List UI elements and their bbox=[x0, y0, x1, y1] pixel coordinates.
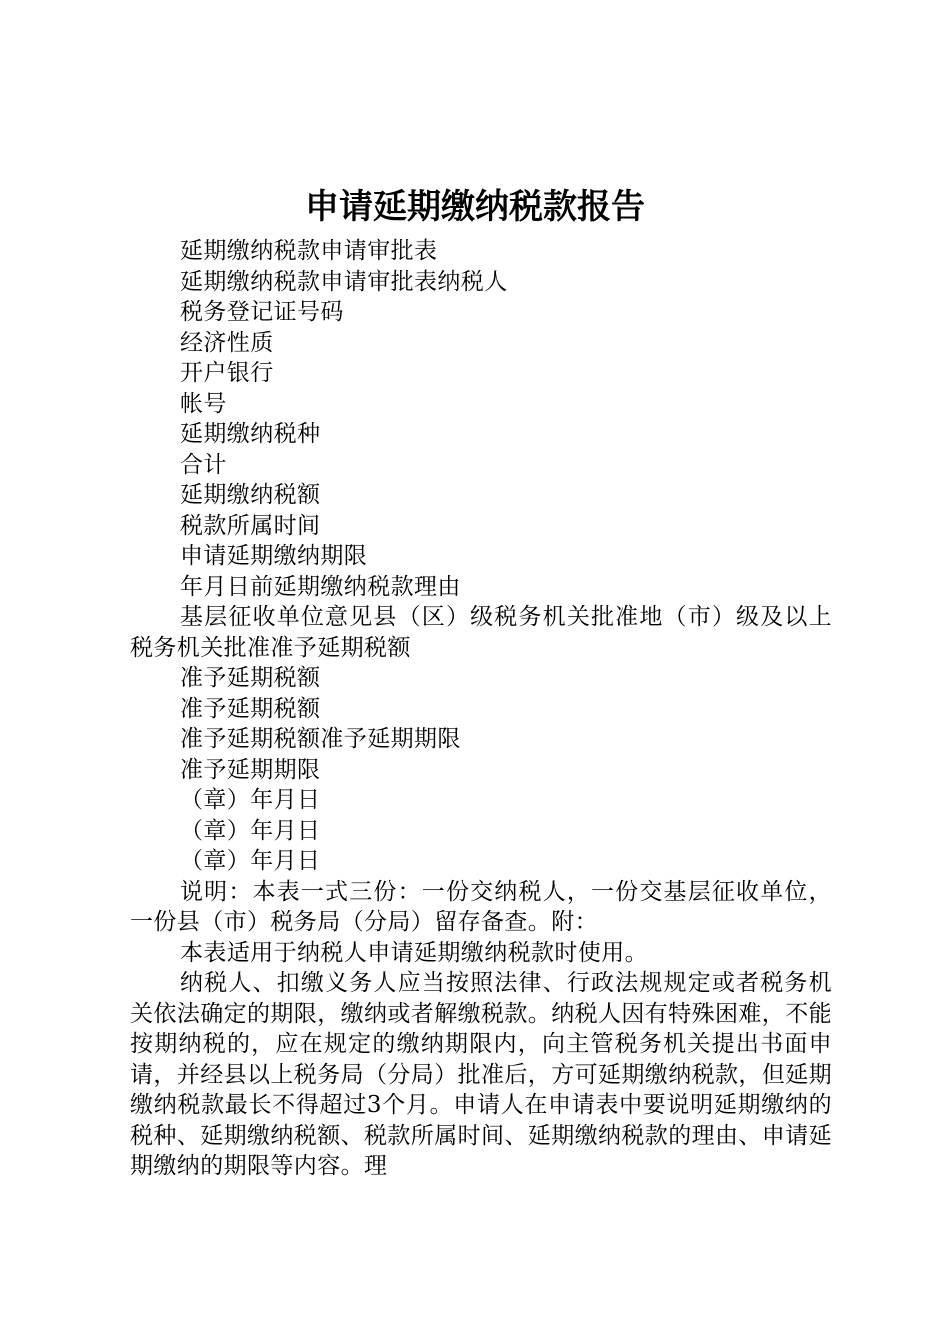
paragraph: 帐号 bbox=[180, 390, 227, 417]
paragraph: 本表适用于纳税人申请延期缴纳税款时使用。 bbox=[180, 939, 648, 966]
paragraph: 说明：本表一式三份：一份交纳税人，一份交基层征收单位，一份县（市）税务局（分局）留存备查。附： bbox=[130, 878, 832, 935]
paragraph: （章）年月日 bbox=[180, 817, 321, 844]
paragraph: 延期缴纳税种 bbox=[180, 421, 321, 447]
paragraph: 准予延期税额 bbox=[180, 665, 321, 691]
paragraph: （章）年月日 bbox=[180, 848, 321, 874]
paragraph: 基层征收单位意见县（区）级税务机关批准地（市）级及以上税务机关批准准予延期税额 bbox=[130, 604, 832, 661]
paragraph: 准予延期税额准予延期期限 bbox=[180, 726, 461, 752]
paragraph: 纳税人、扣缴义务人应当按照法律、行政法规规定或者税务机关依法确定的期限，缴纳或者解缴税款。纳税人因有特殊困难，不能按期纳税的，应在规定的缴纳期限内，向主管税务机关提出书面申请，并经县以上税务局（分局）批准后，方可延期缴纳税款，但延期缴纳税款最长不得超过3个月。申请人在申请表中要说明延期缴纳的税种、延期缴纳税额、税款所属时间、延期缴纳税款的理由、申请延期缴纳的期限等内容。理 bbox=[130, 970, 832, 1179]
paragraph: 延期缴纳税款申请审批表纳税人 bbox=[180, 268, 508, 295]
paragraph: 准予延期税额 bbox=[180, 695, 321, 722]
paragraph: 经济性质 bbox=[180, 329, 274, 356]
paragraph: 延期缴纳税款申请审批表 bbox=[180, 238, 438, 264]
paragraph: 准予延期期限 bbox=[180, 756, 321, 783]
paragraph: 申请延期缴纳期限 bbox=[180, 543, 368, 569]
document-body bbox=[130, 236, 832, 1182]
paragraph: （章）年月日 bbox=[180, 787, 321, 813]
paragraph: 年月日前延期缴纳税款理由 bbox=[180, 573, 461, 600]
paragraph: 开户银行 bbox=[180, 360, 274, 386]
document-title: 申请延期缴纳税款报告 bbox=[305, 187, 645, 227]
paragraph: 税务登记证号码 bbox=[180, 299, 344, 325]
paragraph: 税款所属时间 bbox=[180, 512, 321, 539]
paragraph: 延期缴纳税额 bbox=[180, 482, 321, 508]
paragraph: 合计 bbox=[180, 451, 227, 478]
